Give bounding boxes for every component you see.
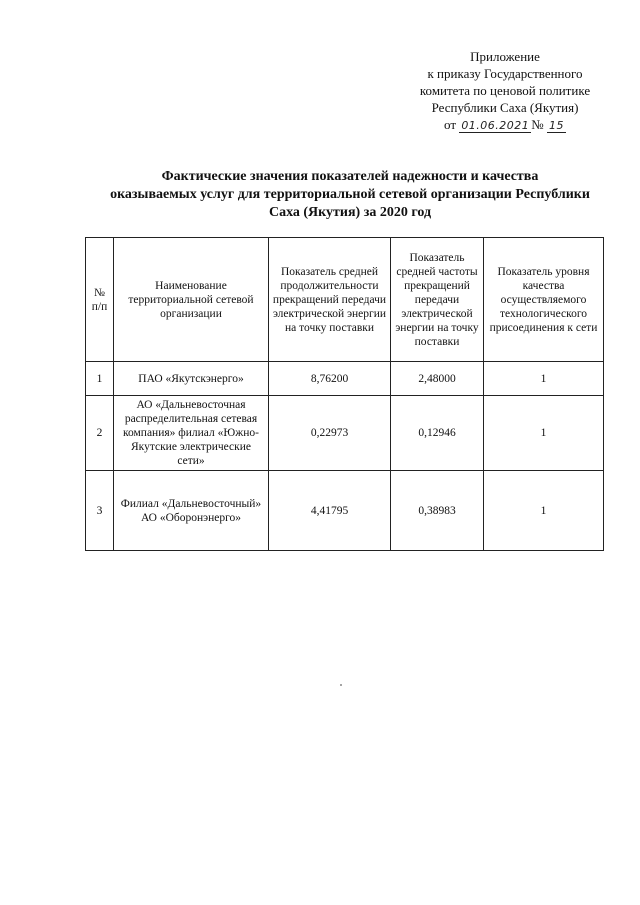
indicators-table	[85, 237, 604, 551]
cell-duration: 8,76200	[269, 362, 391, 396]
appendix-line-3: комитета по ценовой политике	[419, 83, 591, 98]
cell-name: АО «Дальневосточная распределительная сетевая компания» филиал «Южно-Якутские электрические сети»	[114, 396, 269, 471]
header-num: № п/п	[86, 238, 114, 362]
cell-quality: 1	[484, 396, 604, 471]
cell-name: Филиал «Дальневосточный» АО «Оборонэнерго»	[114, 471, 269, 551]
appendix-line-4: Республики Саха (Якутия)	[431, 100, 579, 115]
cell-quality: 1	[484, 471, 604, 551]
document-title	[80, 168, 620, 222]
cell-quality: 1	[484, 362, 604, 396]
cell-duration: 4,41795	[269, 471, 391, 551]
cell-duration: 0,22973	[269, 396, 391, 471]
table-header-row	[86, 238, 604, 362]
cell-num: 1	[86, 362, 114, 396]
handwritten-date: 01.06.2021	[461, 119, 530, 132]
header-duration: Показатель средней продолжительности прекращений передачи электрической энергии на точку поставки	[269, 238, 391, 362]
title-line-3: Саха (Якутия) за 2020 год	[268, 205, 432, 220]
appendix-date-line	[400, 116, 610, 134]
header-frequency: Показатель средней частоты прекращений передачи электрической энергии на точку поставки	[391, 238, 484, 362]
cell-frequency: 0,12946	[391, 396, 484, 471]
cell-num: 3	[86, 471, 114, 551]
handwritten-number: 15	[548, 119, 564, 132]
scan-speck	[340, 684, 342, 686]
appendix-block	[400, 48, 610, 134]
header-quality: Показатель уровня качества осуществляемого технологического присоединения к сети	[484, 238, 604, 362]
cell-num: 2	[86, 396, 114, 471]
number-prefix: №	[531, 117, 544, 132]
appendix-line-2: к приказу Государственного	[427, 66, 583, 81]
header-name: Наименование территориальной сетевой организации	[114, 238, 269, 362]
table-row	[86, 396, 604, 471]
table-row	[86, 471, 604, 551]
title-line-1: Фактические значения показателей надежности и качества	[161, 169, 539, 184]
cell-frequency: 2,48000	[391, 362, 484, 396]
cell-frequency: 0,38983	[391, 471, 484, 551]
title-line-2: оказываемых услуг для территориальной сетевой организации Республики	[110, 187, 590, 202]
table-row	[86, 362, 604, 396]
appendix-line-1: Приложение	[470, 49, 540, 64]
date-prefix: от	[444, 117, 457, 132]
cell-name: ПАО «Якутскэнерго»	[114, 362, 269, 396]
